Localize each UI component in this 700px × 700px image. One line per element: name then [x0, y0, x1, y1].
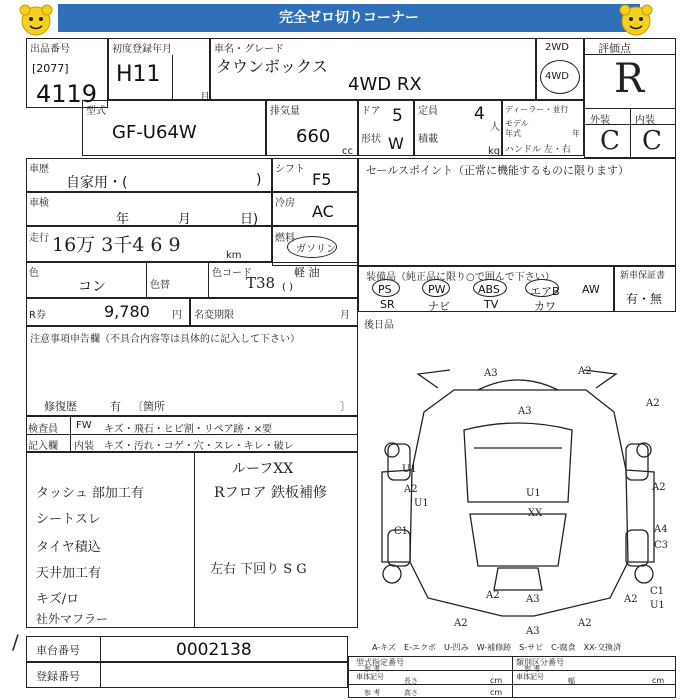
repair-part: 〔箇所 — [132, 400, 165, 413]
exterior-label: 外装 — [590, 115, 610, 126]
drive-2wd: 2WD — [545, 42, 569, 53]
spec-d: 類別区分番号 — [516, 658, 564, 667]
inspector-row1-label: 検査員 — [28, 424, 58, 435]
displacement-unit: cc — [342, 146, 353, 157]
note-right-1: ルーフXX — [232, 461, 294, 477]
divider — [26, 434, 358, 435]
exterior-grade: C — [600, 126, 620, 156]
warranty-value: 有・無 — [626, 292, 663, 306]
repair-close: 〕 — [340, 400, 351, 413]
mascot-right-icon — [614, 2, 658, 38]
capacity-label: 定員 — [418, 106, 438, 117]
capacity-value: 4 — [474, 104, 485, 124]
handwritten-mark: / — [12, 630, 19, 654]
sales-point-label: セールスポイント（正常に機能するものに限ります） — [366, 164, 630, 177]
mark-a2-bottom: A2 — [486, 590, 500, 601]
divider — [512, 656, 513, 698]
divider — [348, 670, 676, 671]
divider — [194, 452, 195, 628]
shift-label: シフト — [275, 164, 305, 175]
mark-a2-left: A2 — [404, 484, 418, 495]
note-left-2: シートスレ — [36, 512, 101, 527]
equip-navi: ナビ — [428, 300, 450, 313]
divider — [584, 54, 676, 55]
mark-a3-bottom: A3 — [526, 626, 540, 637]
color-code: T38 — [246, 274, 276, 292]
tax-month: 月 — [340, 310, 350, 321]
history-value: 自家用・( — [66, 175, 128, 191]
fuel-gasoline: ガソリン — [296, 244, 336, 255]
note-right-2: Rフロア 鉄板補修 — [214, 485, 327, 501]
mark-a2-rear-right: A2 — [624, 594, 638, 605]
inspector-row2-in: 内装 — [74, 441, 94, 452]
dealer-handle: ハンドル 左・右 — [505, 145, 571, 155]
car-name: タウンボックス — [216, 57, 328, 76]
fuel-diesel: 軽 油 — [294, 266, 320, 279]
fuel-label: 燃料 — [275, 233, 295, 244]
paint-label: 色替 — [150, 280, 170, 291]
spec-f: 車体記号 — [516, 673, 544, 681]
divider — [172, 55, 173, 100]
spec-l: cm — [652, 676, 665, 685]
equip-abs: ABS — [478, 283, 500, 296]
mark-a2-bottom2: A2 — [454, 618, 468, 629]
rear-label: 後日品 — [364, 320, 394, 331]
dealer-year-unit: 年 — [572, 129, 580, 138]
repair-label: 修復歴 — [44, 400, 77, 413]
inspection-day: 日) — [240, 212, 259, 227]
mark-u1-left2: U1 — [414, 498, 429, 509]
evaluation-score: R — [614, 56, 645, 102]
note-left-3: タイヤ積込 — [36, 540, 101, 555]
displacement-value: 660 — [296, 126, 331, 147]
evaluation-label: 評価点 — [598, 42, 631, 55]
shape-value: W — [388, 134, 404, 153]
mark-u1-mid: U1 — [526, 488, 541, 499]
mark-a2-right2: A2 — [652, 482, 666, 493]
mileage-unit: km — [226, 250, 242, 261]
mark-u1-left: U1 — [402, 464, 417, 475]
note-left-6: 社外マフラー — [36, 612, 109, 626]
mascot-left-icon — [14, 2, 58, 38]
mileage-label: 走行 — [29, 233, 49, 244]
shape-label: 形状 — [361, 134, 381, 145]
registration-label: 登録番号 — [36, 670, 80, 683]
equipment-label: 装備品（純正品に限り○で囲んで下さい） — [366, 272, 555, 283]
inspection-box — [26, 192, 272, 226]
inspection-label: 車検 — [29, 198, 49, 209]
tax-label: 名変期限 — [194, 310, 234, 321]
equip-pw-circle — [422, 279, 450, 297]
equip-airbag: エアB — [530, 285, 560, 298]
car-name-label: 車名・グレード — [214, 44, 284, 55]
chassis-value: 0002138 — [176, 640, 252, 660]
spec-a: 型式指定番号 — [356, 658, 404, 667]
mark-c1-left: C1 — [394, 526, 409, 537]
dealer-year: 年式 — [505, 129, 521, 138]
inspection-year: 年 — [116, 212, 130, 227]
mark-c3: C3 — [654, 540, 669, 551]
mark-xx: XX — [528, 508, 543, 519]
inspector-row1: キズ・飛石・ヒビ割・リペア跡・×要 — [104, 424, 272, 435]
first-reg-label: 初度登録年月 — [112, 44, 172, 55]
equip-ps: PS — [378, 283, 392, 296]
note-right-3: 左右 下回り S G — [210, 562, 307, 577]
spec-g: 参 考 — [364, 689, 381, 697]
mark-a3-rear: A3 — [526, 594, 540, 605]
divider — [146, 262, 147, 298]
color-code-label: 色コード — [212, 268, 252, 279]
first-reg-year: H11 — [116, 62, 161, 87]
spec-m: cm — [490, 688, 503, 697]
displacement-label: 排気量 — [270, 106, 300, 117]
spec-i: 幅 — [568, 677, 575, 685]
spec-j: 高さ — [404, 689, 418, 697]
spec-k: cm — [490, 676, 503, 685]
mark-a2-bottom3: A2 — [578, 618, 592, 629]
equip-leather: カワ — [534, 300, 556, 313]
price-value: 9,780 — [104, 302, 150, 321]
inspector-row2: キズ・汚れ・コゲ・穴・スレ・キレ・破レ — [104, 441, 294, 452]
note-left-1: タッシュ 部加工有 — [36, 486, 144, 501]
equip-airbag-circle — [525, 279, 559, 297]
loading-label: 積載 — [418, 134, 438, 145]
price-unit: 円 — [172, 310, 182, 321]
first-reg-month: 月 — [200, 92, 210, 103]
equip-abs-circle — [473, 279, 507, 297]
mark-a3-top: A3 — [484, 368, 498, 379]
spec-e: 参 考 — [524, 665, 541, 673]
color-value: コン — [78, 279, 106, 295]
repair-value: 有 — [110, 400, 121, 413]
dealer-model: モデル — [505, 119, 529, 128]
spec-c: 車体記号 — [356, 673, 384, 681]
damage-legend: A-キズ E-エクボ U-凹み W-補修跡 S-サビ C-腐食 XX-交換済 — [372, 643, 622, 652]
color-box — [26, 262, 358, 298]
mileage-value: 16万 3千4 6 9 — [52, 234, 181, 256]
lot-label: 出品番号 — [30, 44, 70, 55]
doors-value: 5 — [392, 106, 403, 126]
drive-4wd: 4WD — [545, 71, 569, 82]
spec-b: 参 考 — [364, 665, 381, 673]
mark-a4: A4 — [654, 524, 668, 535]
mark-c1-right: C1 — [650, 586, 665, 597]
equip-pw: PW — [428, 283, 446, 296]
spec-h: 長さ — [404, 677, 418, 685]
interior-grade: C — [642, 126, 662, 156]
page-title: 完全ゼロ切りコーナー — [58, 4, 640, 32]
mark-a2-top: A2 — [578, 366, 592, 377]
equip-sr: SR — [380, 298, 395, 311]
equip-aw: AW — [582, 283, 600, 296]
capacity-unit: 人 — [490, 122, 500, 133]
notes-label: 注意事項申告欄（不具合内容等は具体的に記入して下さい） — [30, 334, 300, 345]
loading-unit: kg — [488, 146, 501, 157]
inspector-row2-label: 記入欄 — [28, 441, 58, 452]
lot-sub: [2077] — [32, 62, 69, 75]
chassis-label: 車台番号 — [36, 644, 80, 657]
mark-a3-roof: A3 — [518, 406, 532, 417]
divider — [584, 124, 676, 125]
price-label: R券 — [29, 310, 46, 321]
divider — [348, 684, 676, 685]
lot-number: 4119 — [36, 80, 98, 108]
equip-ps-circle — [372, 279, 400, 297]
history-label: 車歴 — [29, 164, 49, 175]
mark-a2-right: A2 — [646, 398, 660, 409]
mark-u1-right: U1 — [650, 600, 665, 611]
inspector-row1-fw: FW — [76, 420, 92, 431]
shift-value: F5 — [312, 170, 332, 189]
car-grade: 4WD RX — [348, 74, 422, 95]
history-close: ) — [256, 172, 262, 188]
model-value: GF-U64W — [112, 122, 197, 143]
inspection-month: 月 — [178, 212, 192, 227]
vehicle-diagram — [358, 330, 676, 642]
aircon-value: AC — [312, 202, 334, 221]
note-left-5: キズ/ロ — [36, 592, 80, 607]
color-label: 色 — [29, 268, 39, 279]
model-label: 型式 — [86, 106, 106, 117]
history-box — [26, 158, 272, 192]
warranty-label: 新車保証書 — [620, 271, 666, 281]
color-paren: ( ) — [282, 282, 293, 293]
divider — [208, 262, 209, 298]
interior-label: 内装 — [635, 115, 655, 126]
dealer-label: ディーラー・並行 — [505, 105, 569, 114]
note-left-4: 天井加工有 — [36, 566, 102, 581]
equip-tv: TV — [484, 298, 499, 311]
doors-label: ドア — [361, 106, 381, 117]
divider — [630, 108, 631, 158]
aircon-label: 冷房 — [275, 198, 295, 209]
